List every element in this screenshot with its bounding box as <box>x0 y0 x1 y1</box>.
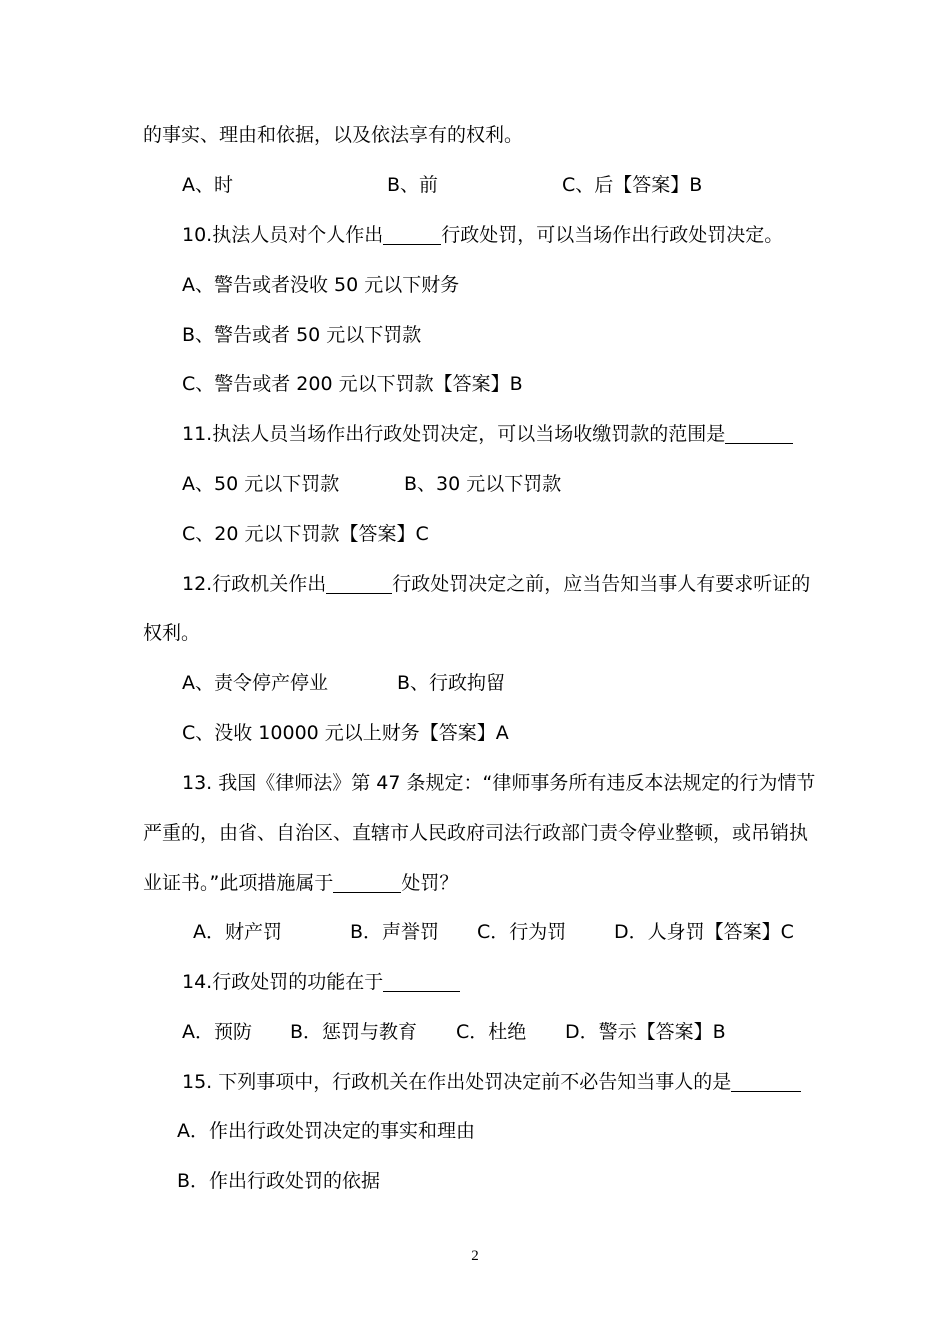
question-text: 行政处罚，可以当场作出行政处罚决定。 <box>441 224 784 246</box>
option-b: B．惩罚与教育 <box>290 1021 418 1043</box>
answer-blank <box>731 1071 801 1092</box>
question-text: 行政处罚决定之前，应当告知当事人有要求听证的 <box>392 573 811 595</box>
question-text: 15. 下列事项中，行政机关在作出处罚决定前不必告知当事人的是 <box>182 1071 732 1093</box>
option-a: A、责令停产停业 <box>182 672 328 694</box>
option-c: C、警告或者 200 元以下罚款【答案】B <box>182 373 523 395</box>
option-a: A．作出行政处罚决定的事实和理由 <box>177 1120 475 1142</box>
option-b: B．作出行政处罚的依据 <box>177 1170 381 1192</box>
option-c: C、没收 10000 元以上财务【答案】A <box>182 722 509 744</box>
question-13-line-1: 13. 我国《律师法》第 47 条规定：“律师事务所有违反本法规定的行为情节 <box>182 772 816 794</box>
option-a: A．预防 <box>182 1021 252 1043</box>
question-text: 10.执法人员对个人作出 <box>182 224 384 246</box>
question-13-line-2: 严重的，由省、自治区、直辖市人民政府司法行政部门责令停业整顿，或吊销执 <box>143 822 809 844</box>
question-text: 14.行政处罚的功能在于 <box>182 971 384 993</box>
option-b: B．声誉罚 <box>350 921 440 943</box>
option-c: C．杜绝 <box>456 1021 527 1043</box>
option-a: A、时 <box>182 174 233 196</box>
option-b: B、警告或者 50 元以下罚款 <box>182 324 422 346</box>
question-15 <box>182 1069 801 1095</box>
option-a: A、警告或者没收 50 元以下财务 <box>182 274 460 296</box>
answer-blank <box>333 872 401 893</box>
option-c: C、后【答案】B <box>562 174 703 196</box>
question-13-line-3 <box>143 870 458 896</box>
question-14 <box>182 969 460 995</box>
option-b: B、行政拘留 <box>397 672 506 694</box>
question-text: 12.行政机关作出 <box>182 573 327 595</box>
option-c: C．行为罚 <box>477 921 567 943</box>
question-11 <box>182 421 793 447</box>
answer-blank <box>383 224 441 245</box>
option-d: D．警示【答案】B <box>565 1021 726 1043</box>
page-number: 2 <box>471 1248 479 1264</box>
text-line: 的事实、理由和依据，以及依法享有的权利。 <box>143 124 524 146</box>
option-d: D．人身罚【答案】C <box>614 921 794 943</box>
option-a: A．财产罚 <box>193 921 282 943</box>
question-12 <box>182 571 810 597</box>
question-text: 处罚？ <box>401 872 459 894</box>
option-c: C、20 元以下罚款【答案】C <box>182 523 429 545</box>
option-b: B、前 <box>387 174 439 196</box>
question-10 <box>182 222 783 248</box>
question-text: 业证书。”此项措施属于 <box>143 872 334 894</box>
answer-blank <box>326 573 392 594</box>
answer-blank <box>383 971 460 992</box>
answer-blank <box>725 423 793 444</box>
option-a: A、50 元以下罚款 <box>182 473 340 495</box>
question-text: 11.执法人员当场作出行政处罚决定，可以当场收缴罚款的范围是 <box>182 423 726 445</box>
text-line: 权利。 <box>143 622 201 644</box>
option-b: B、30 元以下罚款 <box>404 473 562 495</box>
